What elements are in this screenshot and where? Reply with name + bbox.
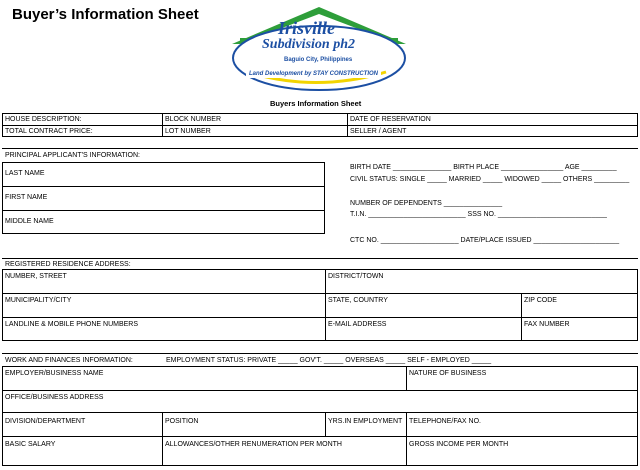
page-subtitle: Buyers Information Sheet xyxy=(270,99,362,108)
zip-code-label: ZIP CODE xyxy=(524,297,557,304)
logo-tagline: Land Development by STAY CONSTRUCTION xyxy=(246,70,381,78)
fax-number-label: FAX NUMBER xyxy=(524,321,570,328)
principal-heading: PRINCIPAL APPLICANT'S INFORMATION: xyxy=(5,152,141,159)
civil-status-line: CIVIL STATUS: SINGLE _____ MARRIED _____ WIDOWED _____ OTHERS _________ xyxy=(350,176,630,183)
first-name-label: FIRST NAME xyxy=(5,194,48,201)
company-logo xyxy=(228,4,410,94)
house-description-label: HOUSE DESCRIPTION: xyxy=(5,116,82,123)
municipality-city-label: MUNICIPALITY/CITY xyxy=(5,297,72,304)
office-address-label: OFFICE/BUSINESS ADDRESS xyxy=(5,394,104,401)
email-label: E-MAIL ADDRESS xyxy=(328,321,387,328)
residence-heading: REGISTERED RESIDENCE ADDRESS: xyxy=(5,261,131,268)
employment-status-line: EMPLOYMENT STATUS: PRIVATE _____ GOV'T. _____ OVERSEAS _____ SELF - EMPLOYED _____ xyxy=(166,357,492,364)
state-country-label: STATE, COUNTRY xyxy=(328,297,388,304)
logo-location: Baguio City, Philippines xyxy=(284,57,353,63)
residence-table xyxy=(2,269,638,341)
lot-number-label: LOT NUMBER xyxy=(165,128,211,135)
date-of-reservation-label: DATE OF RESERVATION xyxy=(350,116,431,123)
yrs-employment-label: YRS.IN EMPLOYMENT xyxy=(328,418,403,425)
work-heading: WORK AND FINANCES INFORMATION: xyxy=(5,357,133,364)
seller-agent-label: SELLER / AGENT xyxy=(350,128,407,135)
total-contract-price-label: TOTAL CONTRACT PRICE: xyxy=(5,128,93,135)
last-name-label: LAST NAME xyxy=(5,170,45,177)
division-label: DIVISION/DEPARTMENT xyxy=(5,418,86,425)
position-label: POSITION xyxy=(165,418,199,425)
nature-of-business-label: NATURE OF BUSINESS xyxy=(409,370,487,377)
section-divider xyxy=(2,353,638,354)
telephone-fax-label: TELEPHONE/FAX NO. xyxy=(409,418,481,425)
work-table xyxy=(2,366,638,466)
logo-name-line2: Subdivision ph2 xyxy=(262,37,355,52)
dependents-line: NUMBER OF DEPENDENTS _______________ xyxy=(350,200,503,207)
basic-salary-label: BASIC SALARY xyxy=(5,441,56,448)
middle-name-label: MIDDLE NAME xyxy=(5,218,54,225)
tin-sss-line: T.I.N. _________________________ SSS NO. ____________________________ xyxy=(350,211,607,218)
district-town-label: DISTRICT/TOWN xyxy=(328,273,384,280)
gross-income-label: GROSS INCOME PER MONTH xyxy=(409,441,509,448)
section-divider xyxy=(2,148,638,149)
number-street-label: NUMBER, STREET xyxy=(5,273,67,280)
employer-name-label: EMPLOYER/BUSINESS NAME xyxy=(5,370,104,377)
page-title: Buyer’s Information Sheet xyxy=(12,6,199,23)
landline-mobile-label: LANDLINE & MOBILE PHONE NUMBERS xyxy=(5,321,139,328)
block-number-label: BLOCK NUMBER xyxy=(165,116,222,123)
birth-line: BIRTH DATE _______________ BIRTH PLACE ________________ AGE _________ xyxy=(350,164,617,171)
allowances-label: ALLOWANCES/OTHER RENUMERATION PER MONTH xyxy=(165,441,342,448)
section-divider xyxy=(2,258,638,259)
logo-name-line1: Irisville xyxy=(278,18,335,38)
ctc-line: CTC NO. ____________________ DATE/PLACE ISSUED ______________________ xyxy=(350,237,620,244)
